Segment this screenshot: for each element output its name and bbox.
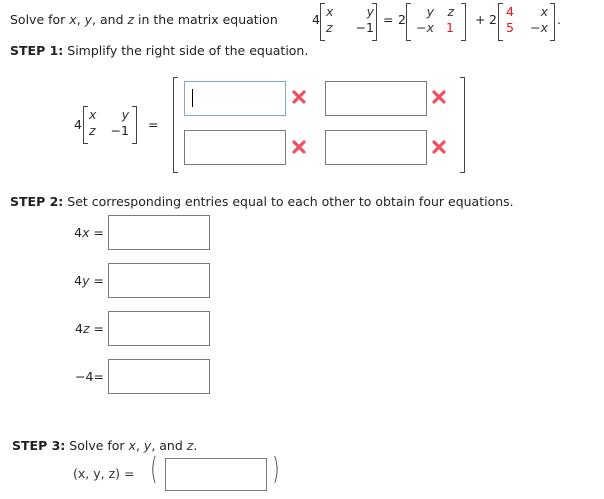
matrix-cell: y	[121, 107, 129, 122]
step1-text: Simplify the right side of the equation.	[67, 43, 309, 58]
matrix-cell: 1	[446, 20, 454, 35]
matrix-cell: y	[366, 4, 374, 19]
matrix-cell: 5	[506, 20, 514, 35]
equation-input-4z[interactable]	[108, 311, 210, 346]
matrix-cell: −x	[416, 20, 434, 35]
scalar-right: 2	[489, 12, 497, 27]
open-paren: (	[150, 452, 158, 487]
var-y: y	[84, 12, 93, 27]
close-paren: )	[272, 452, 280, 487]
matrix-cell: y	[426, 4, 434, 19]
equals-sign: =	[383, 12, 394, 27]
sep: , and	[92, 12, 128, 27]
problem-text: Solve for	[10, 12, 70, 27]
plus-sign: +	[475, 12, 486, 27]
scalar-mid: 2	[398, 12, 406, 27]
bracket-left	[83, 106, 88, 144]
equals-sign: =	[148, 117, 159, 132]
eq-sign: =	[93, 225, 104, 240]
incorrect-x-icon	[292, 90, 306, 104]
step3-text: Solve for	[69, 438, 129, 453]
sep: , and	[151, 438, 187, 453]
step1-lhs-matrix	[89, 107, 129, 139]
tuple-label: (x, y, z) =	[73, 466, 135, 481]
step2-text: Set corresponding entries equal to each other to obtain four equations.	[67, 194, 514, 209]
equation-input-neg4[interactable]	[108, 359, 210, 394]
step3-heading	[12, 438, 197, 453]
step3-label: STEP 3:	[12, 438, 66, 453]
step1-label: STEP 1:	[10, 43, 64, 58]
problem-text: in the matrix equation	[134, 12, 278, 27]
equation-input-4y[interactable]	[108, 263, 210, 298]
bracket-left	[173, 77, 178, 173]
sep: ,	[135, 438, 144, 453]
eq-var: x	[82, 225, 90, 240]
var-y: y	[143, 438, 152, 453]
matrix-cell: −1	[355, 20, 374, 35]
matrix-input-r1c2[interactable]	[325, 81, 427, 116]
incorrect-x-icon	[432, 90, 446, 104]
incorrect-x-icon	[292, 140, 306, 154]
bracket-right	[372, 3, 377, 41]
eq-coef: 4	[74, 273, 83, 288]
matrix-cell: z	[89, 123, 96, 138]
matrix-cell: x	[540, 4, 548, 19]
eq-sign: =	[93, 369, 104, 384]
step2-heading	[10, 194, 514, 209]
incorrect-x-icon	[432, 140, 446, 154]
bracket-left	[406, 3, 411, 41]
scalar-left: 4	[312, 12, 320, 27]
matrix-right	[504, 4, 548, 36]
var-x: x	[69, 12, 77, 27]
bracket-right	[132, 106, 137, 144]
bracket-right	[550, 3, 555, 41]
equation-label	[50, 225, 104, 240]
matrix-cell: x	[326, 4, 334, 19]
eq-coef: 4	[75, 321, 83, 336]
period: .	[557, 12, 561, 27]
eq-var: y	[82, 273, 90, 288]
matrix-left	[326, 4, 374, 36]
var-z: z	[186, 438, 194, 453]
equation-label	[50, 369, 104, 384]
bracket-left	[320, 3, 325, 41]
sep: ,	[76, 12, 85, 27]
matrix-input-r2c2[interactable]	[325, 130, 427, 165]
bracket-left	[498, 3, 503, 41]
matrix-cell: x	[89, 107, 97, 122]
step1-heading	[10, 43, 308, 58]
equation-input-4x[interactable]	[108, 215, 210, 250]
matrix-mid	[412, 4, 454, 36]
matrix-cell: −1	[110, 123, 129, 138]
eq-coef: −4	[75, 369, 94, 384]
equation-label	[50, 321, 104, 336]
matrix-input-r2c1[interactable]	[184, 130, 286, 165]
matrix-cell: −x	[530, 20, 548, 35]
matrix-cell: z	[447, 4, 454, 19]
text-caret	[192, 89, 193, 107]
eq-var: z	[82, 321, 90, 336]
period: .	[193, 438, 198, 453]
equation-label	[50, 273, 104, 288]
eq-sign: =	[93, 321, 104, 336]
eq-coef: 4	[74, 225, 83, 240]
matrix-input-r1c1[interactable]	[184, 81, 286, 116]
bracket-right	[461, 3, 466, 41]
step2-label: STEP 2:	[10, 194, 64, 209]
var-x: x	[128, 438, 136, 453]
solution-input[interactable]	[165, 458, 267, 491]
bracket-right	[460, 77, 465, 173]
eq-sign: =	[93, 273, 104, 288]
var-z: z	[127, 12, 135, 27]
step1-lhs-scalar: 4	[74, 117, 82, 132]
matrix-cell: 4	[506, 4, 514, 19]
problem-statement	[10, 12, 278, 27]
matrix-cell: z	[326, 20, 333, 35]
